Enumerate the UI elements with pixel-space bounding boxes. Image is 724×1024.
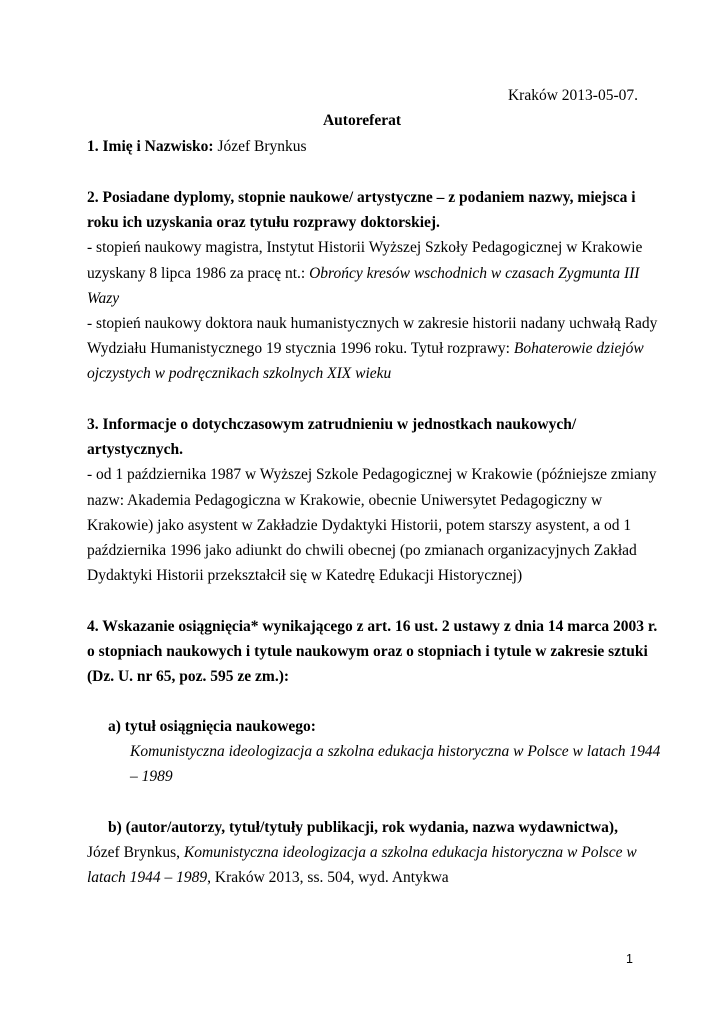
page-number: 1 <box>626 952 633 966</box>
section-2-heading-line-2: roku ich uzyskania oraz tytułu rozprawy doktorskiej. <box>87 214 440 231</box>
section-1-value: Józef Brynkus <box>213 138 307 155</box>
section-2-item-2-thesis-title: Bohaterowie dziejów <box>513 340 644 357</box>
section-3-line-5: Dydaktyki Historii przekształcił się w Katedrę Edukacji Historycznej) <box>87 567 523 584</box>
section-4-item-b-line-2 <box>87 869 449 887</box>
publication-author: Józef Brynkus, <box>87 844 184 861</box>
section-2-item-2-line-2 <box>87 340 644 358</box>
section-3-heading-line-1: 3. Informacje o dotychczasowym zatrudnieniu w jednostkach naukowych/ <box>87 416 577 433</box>
section-2-heading-line-1: 2. Posiadane dyplomy, stopnie naukowe/ artystyczne – z podaniem nazwy, miejsca i <box>87 189 636 206</box>
section-4-heading-line-2: o stopniach naukowych i tytule naukowym oraz o stopniach i tytule w zakresie sztuki <box>87 643 648 660</box>
section-4-item-b-line-1 <box>87 844 637 862</box>
section-3-line-1: - od 1 października 1987 w Wyższej Szkole Pedagogicznej w Krakowie (późniejsze zmiany <box>87 466 657 483</box>
section-3-line-2: nazw: Akademia Pedagogiczna w Krakowie, obecnie Uniwersytet Pedagogiczny w <box>87 492 603 509</box>
publication-details: , Kraków 2013, ss. 504, wyd. Antykwa <box>207 869 449 886</box>
section-2-item-2-text: Wydziału Humanistycznego 19 stycznia 1996 roku. Tytuł rozprawy: <box>87 340 514 357</box>
section-4-heading-line-3: (Dz. U. nr 65, poz. 595 ze zm.): <box>87 668 290 685</box>
section-2-item-1-thesis-title: Obrońcy kresów wschodnich w czasach Zygmunta III <box>309 265 640 282</box>
section-1-label: 1. Imię i Nazwisko: <box>87 138 214 155</box>
section-2-item-1-line-3: Wazy <box>87 290 120 307</box>
section-4-item-a-title-line-1: Komunistyczna ideologizacja a szkolna edukacja historyczna w Polsce w latach 1944 <box>130 743 661 760</box>
publication-title-part-2: latach 1944 – 1989 <box>87 869 208 886</box>
section-3-line-3: Krakowie) jako asystent w Zakładzie Dydaktyki Historii, potem starszy asystent, a od 1 <box>87 517 632 534</box>
section-4-item-b-label: b) (autor/autorzy, tytuł/tytuły publikacji, rok wydania, nazwa wydawnictwa), <box>108 819 618 836</box>
section-2-item-2-line-3: ojczystych w podręcznikach szkolnych XIX wieku <box>87 365 392 382</box>
section-3-heading-line-2: artystycznych. <box>87 441 183 458</box>
section-2-item-2-line-1: - stopień naukowy doktora nauk humanistycznych w zakresie historii nadany uchwałą Rady <box>87 315 658 332</box>
section-4-heading-line-1: 4. Wskazanie osiągnięcia* wynikającego z art. 16 ust. 2 ustawy z dnia 14 marca 2003 r. <box>87 618 658 635</box>
section-1-name <box>87 138 307 156</box>
section-2-item-1-line-1: - stopień naukowy magistra, Instytut Historii Wyższej Szkoły Pedagogicznej w Krakowie <box>87 239 643 256</box>
section-3-line-4: października 1996 jako adiunkt do chwili obecnej (po zmianach organizacyjnych Zakład <box>87 542 637 559</box>
section-2-item-1-text: uzyskany 8 lipca 1986 za pracę nt.: <box>87 265 310 282</box>
section-4-item-a-title-line-2: – 1989 <box>130 768 173 785</box>
document-title: Autoreferat <box>322 112 402 129</box>
document-date: Kraków 2013-05-07. <box>507 87 638 104</box>
section-2-item-1-line-2 <box>87 265 639 283</box>
publication-title-part-1: Komunistyczna ideologizacja a szkolna edukacja historyczna w Polsce w <box>183 844 637 861</box>
section-4-item-a-label: a) tytuł osiągnięcia naukowego: <box>108 718 316 735</box>
